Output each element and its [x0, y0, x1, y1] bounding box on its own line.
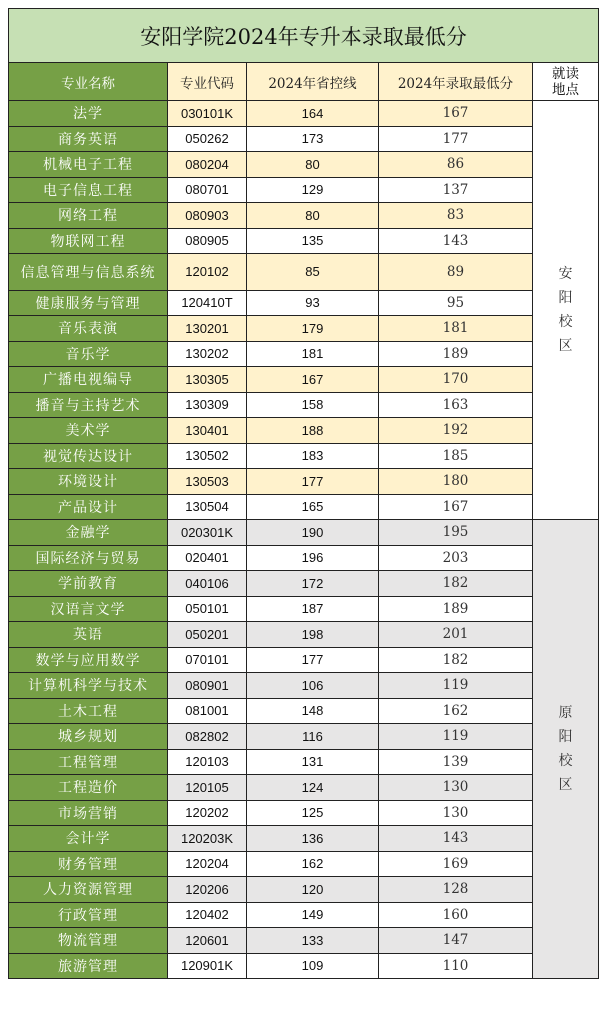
major-name-cell: 人力资源管理: [9, 877, 168, 903]
major-name-cell: 广播电视编导: [9, 367, 168, 393]
control-line-cell: 106: [247, 673, 379, 699]
control-line-cell: 136: [247, 826, 379, 852]
major-name-cell: 物联网工程: [9, 228, 168, 254]
min-score-cell: 192: [379, 418, 533, 444]
min-score-cell: 181: [379, 316, 533, 342]
major-name-cell: 法学: [9, 101, 168, 127]
major-name-cell: 信息管理与信息系统: [9, 254, 168, 291]
major-name-cell: 学前教育: [9, 571, 168, 597]
header-major-code: 专业代码: [168, 63, 247, 101]
control-line-cell: 93: [247, 290, 379, 316]
major-name-cell: 英语: [9, 622, 168, 648]
table-title: 安阳学院2024年专升本录取最低分: [9, 9, 599, 63]
major-name-cell: 电子信息工程: [9, 177, 168, 203]
control-line-cell: 164: [247, 101, 379, 127]
min-score-cell: 167: [379, 101, 533, 127]
major-code-cell: 120105: [168, 775, 247, 801]
control-line-cell: 116: [247, 724, 379, 750]
table-row: [9, 596, 599, 622]
campus-name: 原阳校区: [558, 705, 573, 793]
major-code-cell: 130309: [168, 392, 247, 418]
min-score-cell: 143: [379, 228, 533, 254]
table-row: [9, 126, 599, 152]
table-row: [9, 177, 599, 203]
major-name-cell: 会计学: [9, 826, 168, 852]
major-code-cell: 130503: [168, 469, 247, 495]
table-row: [9, 494, 599, 520]
min-score-cell: 130: [379, 800, 533, 826]
control-line-cell: 188: [247, 418, 379, 444]
control-line-cell: 173: [247, 126, 379, 152]
major-name-cell: 工程造价: [9, 775, 168, 801]
campus-location-cell: [533, 520, 599, 979]
table-row: [9, 203, 599, 229]
major-code-cell: 080701: [168, 177, 247, 203]
major-name-cell: 国际经济与贸易: [9, 545, 168, 571]
major-name-cell: 音乐学: [9, 341, 168, 367]
major-name-cell: 财务管理: [9, 851, 168, 877]
major-name-cell: 美术学: [9, 418, 168, 444]
control-line-cell: 181: [247, 341, 379, 367]
major-code-cell: 120102: [168, 254, 247, 291]
min-score-cell: 86: [379, 152, 533, 178]
header-location-text: 就读地点: [552, 65, 580, 98]
control-line-cell: 172: [247, 571, 379, 597]
min-score-cell: 162: [379, 698, 533, 724]
control-line-cell: 196: [247, 545, 379, 571]
major-name-cell: 视觉传达设计: [9, 443, 168, 469]
major-code-cell: 120402: [168, 902, 247, 928]
control-line-cell: 190: [247, 520, 379, 546]
major-code-cell: 120410T: [168, 290, 247, 316]
table-row: [9, 877, 599, 903]
control-line-cell: 183: [247, 443, 379, 469]
control-line-cell: 131: [247, 749, 379, 775]
major-name-cell: 汉语言文学: [9, 596, 168, 622]
header-min-score: 2024年录取最低分: [379, 63, 533, 101]
min-score-cell: 95: [379, 290, 533, 316]
table-row: [9, 673, 599, 699]
campus-location-cell: [533, 101, 599, 520]
min-score-cell: 119: [379, 724, 533, 750]
table-row: [9, 724, 599, 750]
major-code-cell: 120204: [168, 851, 247, 877]
min-score-cell: 160: [379, 902, 533, 928]
major-name-cell: 土木工程: [9, 698, 168, 724]
major-name-cell: 机械电子工程: [9, 152, 168, 178]
major-code-cell: 130305: [168, 367, 247, 393]
major-code-cell: 020401: [168, 545, 247, 571]
table-row: [9, 418, 599, 444]
min-score-cell: 182: [379, 647, 533, 673]
min-score-cell: 185: [379, 443, 533, 469]
control-line-cell: 162: [247, 851, 379, 877]
major-code-cell: 020301K: [168, 520, 247, 546]
control-line-cell: 158: [247, 392, 379, 418]
major-name-cell: 城乡规划: [9, 724, 168, 750]
major-code-cell: 070101: [168, 647, 247, 673]
control-line-cell: 187: [247, 596, 379, 622]
control-line-cell: 165: [247, 494, 379, 520]
table-row: [9, 290, 599, 316]
table-row: [9, 469, 599, 495]
control-line-cell: 129: [247, 177, 379, 203]
min-score-cell: 137: [379, 177, 533, 203]
min-score-cell: 203: [379, 545, 533, 571]
table-row: [9, 749, 599, 775]
major-code-cell: 050101: [168, 596, 247, 622]
min-score-cell: 89: [379, 254, 533, 291]
major-name-cell: 环境设计: [9, 469, 168, 495]
min-score-cell: 169: [379, 851, 533, 877]
min-score-cell: 130: [379, 775, 533, 801]
table-row: [9, 775, 599, 801]
header-location: [533, 63, 599, 101]
table-row: [9, 826, 599, 852]
major-code-cell: 130504: [168, 494, 247, 520]
min-score-cell: 201: [379, 622, 533, 648]
table-row: [9, 953, 599, 979]
min-score-cell: 163: [379, 392, 533, 418]
table-row: [9, 698, 599, 724]
major-code-cell: 080905: [168, 228, 247, 254]
control-line-cell: 124: [247, 775, 379, 801]
min-score-cell: 180: [379, 469, 533, 495]
table-row: [9, 392, 599, 418]
major-code-cell: 080903: [168, 203, 247, 229]
control-line-cell: 179: [247, 316, 379, 342]
major-name-cell: 市场营销: [9, 800, 168, 826]
major-name-cell: 音乐表演: [9, 316, 168, 342]
major-code-cell: 130401: [168, 418, 247, 444]
control-line-cell: 198: [247, 622, 379, 648]
min-score-cell: 143: [379, 826, 533, 852]
campus-name: 安阳校区: [558, 266, 573, 354]
major-code-cell: 081001: [168, 698, 247, 724]
control-line-cell: 125: [247, 800, 379, 826]
min-score-cell: 189: [379, 596, 533, 622]
table-row: [9, 316, 599, 342]
control-line-cell: 120: [247, 877, 379, 903]
table-row: [9, 647, 599, 673]
table-row: [9, 520, 599, 546]
header-row: [9, 63, 599, 101]
major-code-cell: 080901: [168, 673, 247, 699]
major-name-cell: 网络工程: [9, 203, 168, 229]
table-row: [9, 851, 599, 877]
major-name-cell: 物流管理: [9, 928, 168, 954]
control-line-cell: 85: [247, 254, 379, 291]
major-code-cell: 120206: [168, 877, 247, 903]
min-score-cell: 167: [379, 494, 533, 520]
major-code-cell: 120202: [168, 800, 247, 826]
table-row: [9, 622, 599, 648]
header-control-line: 2024年省控线: [247, 63, 379, 101]
min-score-cell: 119: [379, 673, 533, 699]
min-score-cell: 139: [379, 749, 533, 775]
major-code-cell: 050201: [168, 622, 247, 648]
min-score-cell: 189: [379, 341, 533, 367]
title-row: [9, 9, 599, 63]
min-score-cell: 147: [379, 928, 533, 954]
table-row: [9, 341, 599, 367]
table-row: [9, 545, 599, 571]
min-score-cell: 182: [379, 571, 533, 597]
table-row: [9, 928, 599, 954]
table-row: [9, 254, 599, 291]
header-major-name: 专业名称: [9, 63, 168, 101]
major-code-cell: 050262: [168, 126, 247, 152]
major-name-cell: 播音与主持艺术: [9, 392, 168, 418]
major-code-cell: 130502: [168, 443, 247, 469]
control-line-cell: 148: [247, 698, 379, 724]
major-name-cell: 金融学: [9, 520, 168, 546]
major-code-cell: 120901K: [168, 953, 247, 979]
major-code-cell: 130201: [168, 316, 247, 342]
major-name-cell: 健康服务与管理: [9, 290, 168, 316]
table-row: [9, 152, 599, 178]
table-row: [9, 228, 599, 254]
major-name-cell: 旅游管理: [9, 953, 168, 979]
min-score-cell: 195: [379, 520, 533, 546]
table-row: [9, 443, 599, 469]
min-score-cell: 177: [379, 126, 533, 152]
control-line-cell: 135: [247, 228, 379, 254]
major-name-cell: 行政管理: [9, 902, 168, 928]
control-line-cell: 80: [247, 152, 379, 178]
major-code-cell: 120103: [168, 749, 247, 775]
table-row: [9, 902, 599, 928]
control-line-cell: 177: [247, 647, 379, 673]
major-name-cell: 商务英语: [9, 126, 168, 152]
major-code-cell: 080204: [168, 152, 247, 178]
table-row: [9, 800, 599, 826]
control-line-cell: 177: [247, 469, 379, 495]
major-code-cell: 130202: [168, 341, 247, 367]
major-code-cell: 082802: [168, 724, 247, 750]
control-line-cell: 133: [247, 928, 379, 954]
major-code-cell: 120601: [168, 928, 247, 954]
major-code-cell: 120203K: [168, 826, 247, 852]
major-name-cell: 计算机科学与技术: [9, 673, 168, 699]
min-score-cell: 170: [379, 367, 533, 393]
major-name-cell: 工程管理: [9, 749, 168, 775]
major-code-cell: 030101K: [168, 101, 247, 127]
min-score-cell: 110: [379, 953, 533, 979]
admission-score-table: [8, 8, 599, 979]
control-line-cell: 149: [247, 902, 379, 928]
control-line-cell: 167: [247, 367, 379, 393]
table-row: [9, 571, 599, 597]
min-score-cell: 83: [379, 203, 533, 229]
control-line-cell: 109: [247, 953, 379, 979]
major-name-cell: 产品设计: [9, 494, 168, 520]
major-name-cell: 数学与应用数学: [9, 647, 168, 673]
min-score-cell: 128: [379, 877, 533, 903]
table-row: [9, 367, 599, 393]
table-row: [9, 101, 599, 127]
control-line-cell: 80: [247, 203, 379, 229]
major-code-cell: 040106: [168, 571, 247, 597]
